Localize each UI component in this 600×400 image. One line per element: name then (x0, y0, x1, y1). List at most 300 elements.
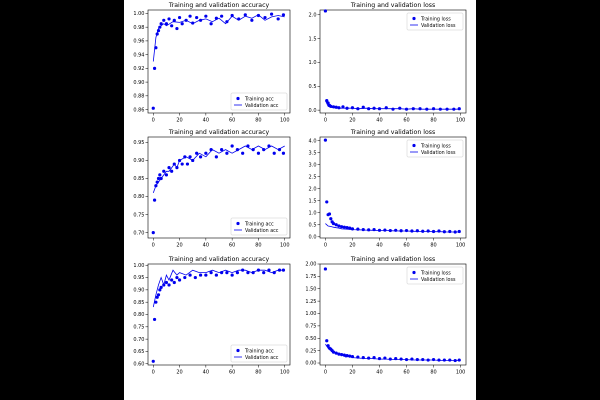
x-tick-label: 20 (176, 117, 183, 124)
training-point (167, 283, 170, 286)
training-point (439, 108, 442, 111)
training-point (241, 269, 244, 272)
training-point (215, 17, 218, 20)
y-tick-label: 0.5 (308, 83, 317, 90)
training-point (165, 173, 168, 176)
x-tick-label: 60 (228, 242, 236, 249)
training-point (437, 229, 440, 232)
y-tick-label: 0.85 (133, 299, 145, 306)
x-tick-label: 40 (376, 117, 383, 124)
training-point (220, 148, 223, 151)
x-tick-label: 100 (279, 242, 290, 249)
y-tick-label: 4.0 (308, 138, 317, 145)
training-point (178, 16, 181, 19)
training-point (385, 106, 388, 109)
training-point (173, 162, 176, 165)
training-point (181, 22, 184, 25)
y-tick-label: 0.75 (133, 212, 145, 219)
chart-grid (124, 0, 476, 400)
training-point (210, 271, 213, 274)
training-point (410, 229, 413, 232)
training-point (282, 269, 285, 272)
training-point (252, 148, 255, 151)
training-point (183, 276, 186, 279)
x-tick-label: 80 (430, 242, 437, 249)
training-point (394, 357, 397, 360)
y-tick-label: 0.80 (133, 312, 145, 319)
training-point (345, 354, 348, 357)
training-point (162, 19, 165, 22)
y-tick-label: 0.92 (133, 66, 145, 73)
training-point (231, 14, 234, 17)
legend-label-training: Training loss (421, 17, 451, 23)
x-tick-label: 60 (228, 117, 236, 124)
training-point (398, 107, 401, 110)
training-point (458, 358, 461, 361)
training-point (175, 27, 178, 30)
x-tick-label: 80 (430, 117, 437, 124)
training-point (458, 230, 461, 233)
chart-title: Training and validation accuracy (168, 2, 270, 9)
x-tick-label: 20 (349, 242, 356, 249)
training-point (158, 26, 161, 29)
training-point (332, 105, 335, 108)
training-point (181, 162, 184, 165)
training-point (367, 356, 370, 359)
training-point (267, 269, 270, 272)
y-tick-label: 0.85 (133, 176, 145, 183)
training-point (432, 230, 435, 233)
chart-loss-2 (309, 129, 466, 249)
training-point (324, 267, 327, 270)
training-point (178, 159, 181, 162)
training-point (175, 276, 178, 279)
legend-marker-training (236, 222, 239, 225)
training-point (195, 152, 198, 155)
legend-marker-training (412, 17, 415, 20)
training-point (225, 152, 228, 155)
y-tick-label: 0.95 (133, 275, 145, 282)
training-point (156, 180, 159, 183)
legend-marker-training (412, 144, 415, 147)
y-tick-label: 0.95 (133, 140, 145, 147)
training-point (204, 152, 207, 155)
training-point (391, 108, 394, 111)
training-point (383, 228, 386, 231)
training-point (175, 166, 178, 169)
training-point (282, 152, 285, 155)
x-tick-label: 80 (255, 117, 262, 124)
chart-acc-2 (133, 129, 290, 249)
training-point (367, 107, 370, 110)
x-tick-label: 100 (279, 117, 290, 124)
x-tick-label: 40 (202, 117, 210, 124)
training-point (278, 269, 281, 272)
training-point (158, 173, 161, 176)
legend-marker-training (412, 271, 415, 274)
training-point (165, 22, 168, 25)
chart-title: Training and validation accuracy (168, 129, 270, 136)
x-tick-label: 60 (228, 369, 236, 376)
training-point (170, 170, 173, 173)
chart-title: Training and validation loss (350, 129, 436, 136)
x-tick-label: 0 (151, 242, 155, 249)
training-point (257, 269, 260, 272)
training-point (372, 228, 375, 231)
chart-title: Training and validation accuracy (168, 256, 270, 263)
training-point (154, 301, 157, 304)
training-point (156, 32, 159, 35)
training-point (443, 230, 446, 233)
training-point (225, 271, 228, 274)
training-point (427, 229, 430, 232)
training-point (351, 106, 354, 109)
training-point (178, 278, 181, 281)
x-tick-label: 80 (430, 369, 437, 376)
x-tick-label: 20 (349, 117, 356, 124)
x-tick-label: 0 (151, 369, 155, 376)
legend-label-validation: Validation loss (421, 150, 456, 156)
training-point (188, 273, 191, 276)
x-tick-label: 0 (323, 242, 328, 249)
training-point (199, 273, 202, 276)
training-point (389, 357, 392, 360)
training-point (170, 24, 173, 27)
training-point (362, 228, 365, 231)
chart-title: Training and validation loss (350, 256, 436, 263)
y-tick-label: 0.80 (133, 194, 145, 201)
training-point (160, 22, 163, 25)
training-point (356, 355, 359, 358)
training-point (262, 148, 265, 151)
training-point (170, 278, 173, 281)
training-point (410, 357, 413, 360)
training-point (154, 184, 157, 187)
x-tick-label: 40 (202, 369, 210, 376)
legend-marker-training (236, 97, 239, 100)
x-tick-label: 60 (403, 117, 410, 124)
training-point (324, 9, 327, 12)
x-tick-label: 100 (455, 369, 466, 376)
training-point (199, 155, 202, 158)
training-point (325, 200, 328, 203)
y-tick-label: 3.5 (308, 150, 317, 157)
training-point (454, 359, 457, 362)
x-tick-label: 0 (151, 117, 155, 124)
training-point (273, 271, 276, 274)
training-point (162, 170, 165, 173)
y-tick-label: 0.96 (133, 38, 145, 45)
training-point (250, 19, 253, 22)
y-tick-label: 0.90 (133, 158, 145, 165)
training-point (445, 108, 448, 111)
y-tick-label: 0.86 (133, 107, 145, 114)
training-point (458, 107, 461, 110)
training-point (337, 106, 340, 109)
training-point (167, 166, 170, 169)
training-point (154, 46, 157, 49)
training-point (337, 224, 340, 227)
training-point (325, 339, 328, 342)
legend-label-validation: Validation acc (245, 228, 279, 234)
x-tick-label: 20 (176, 242, 183, 249)
x-tick-label: 100 (455, 242, 466, 249)
training-point (425, 108, 428, 111)
y-tick-label: 1.0 (308, 210, 317, 217)
training-point (215, 273, 218, 276)
legend-label-validation: Validation acc (245, 103, 279, 109)
training-point (416, 358, 419, 361)
y-tick-label: 2.00 (305, 261, 317, 268)
training-point (262, 271, 265, 274)
y-tick-label: 0.90 (133, 79, 145, 86)
y-tick-label: 1.75 (305, 274, 317, 281)
training-point (165, 281, 168, 284)
legend-label-validation: Validation loss (421, 23, 456, 29)
training-point (236, 271, 239, 274)
legend-label-training: Training loss (421, 144, 451, 150)
training-point (152, 231, 155, 234)
training-point (421, 230, 424, 233)
y-tick-label: 1.5 (308, 36, 317, 43)
training-point (185, 19, 188, 22)
training-point (236, 148, 239, 151)
y-tick-label: 0.75 (305, 323, 317, 330)
y-tick-label: 2.5 (308, 174, 317, 181)
y-tick-label: 1.00 (133, 11, 145, 18)
training-point (345, 226, 348, 229)
training-point (348, 354, 351, 357)
legend-label-training: Training acc (245, 97, 274, 103)
training-point (400, 229, 403, 232)
x-tick-label: 20 (349, 369, 356, 376)
y-tick-label: 0.75 (133, 324, 145, 331)
x-tick-label: 0 (323, 369, 328, 376)
training-point (237, 17, 240, 20)
training-point (394, 229, 397, 232)
training-point (448, 358, 451, 361)
y-tick-label: 0.65 (133, 349, 145, 356)
training-point (405, 229, 408, 232)
x-tick-label: 100 (455, 117, 466, 124)
x-tick-label: 60 (403, 242, 410, 249)
training-point (162, 283, 165, 286)
training-point (241, 152, 244, 155)
training-point (405, 108, 408, 111)
training-point (231, 273, 234, 276)
training-point (225, 20, 228, 23)
legend-label-training: Training acc (245, 349, 274, 355)
training-point (257, 14, 260, 17)
training-point (432, 358, 435, 361)
training-point (348, 227, 351, 230)
y-tick-label: 2.0 (308, 186, 317, 193)
x-tick-label: 80 (255, 369, 262, 376)
training-point (220, 271, 223, 274)
y-tick-label: 0.70 (133, 336, 145, 343)
y-tick-label: 0.00 (305, 360, 317, 367)
x-tick-label: 40 (376, 369, 383, 376)
chart-loss-3 (305, 256, 466, 376)
training-point (270, 13, 273, 16)
y-tick-label: 0.0 (308, 234, 317, 241)
training-point (153, 67, 156, 70)
training-point (188, 15, 191, 18)
x-tick-label: 40 (202, 242, 210, 249)
training-point (246, 144, 249, 147)
training-point (335, 106, 338, 109)
y-tick-label: 0.50 (305, 335, 317, 342)
training-point (418, 107, 421, 110)
training-point (383, 356, 386, 359)
training-point (372, 356, 375, 359)
training-point (324, 139, 327, 142)
training-point (231, 144, 234, 147)
y-tick-label: 1.5 (308, 198, 317, 205)
training-point (416, 229, 419, 232)
x-tick-label: 40 (376, 242, 383, 249)
training-point (257, 152, 260, 155)
training-point (378, 107, 381, 110)
y-tick-label: 0.70 (133, 230, 145, 237)
training-point (421, 358, 424, 361)
x-tick-label: 0 (323, 117, 328, 124)
training-point (195, 16, 198, 19)
training-point (194, 276, 197, 279)
chart-acc-3 (133, 256, 290, 376)
figure-canvas (124, 0, 476, 400)
training-point (351, 355, 354, 358)
training-point (340, 353, 343, 356)
y-tick-label: 1.0 (308, 60, 317, 67)
training-point (173, 19, 176, 22)
training-point (167, 17, 170, 20)
training-point (183, 155, 186, 158)
training-point (362, 106, 365, 109)
training-point (277, 17, 280, 20)
y-tick-label: 1.00 (133, 262, 145, 269)
training-point (405, 358, 408, 361)
training-point (345, 107, 348, 110)
chart-loss-1 (309, 2, 466, 124)
training-point (448, 230, 451, 233)
training-point (432, 107, 435, 110)
training-point (343, 226, 346, 229)
training-point (378, 357, 381, 360)
legend-label-training: Training acc (245, 222, 274, 228)
training-point (152, 107, 155, 110)
y-tick-label: 0.60 (133, 361, 145, 368)
training-point (351, 227, 354, 230)
y-tick-label: 0.90 (133, 287, 145, 294)
x-tick-label: 80 (255, 242, 262, 249)
training-point (329, 217, 332, 220)
y-tick-label: 3.0 (308, 162, 317, 169)
validation-line (153, 146, 284, 193)
chart-acc-1 (133, 2, 290, 124)
training-point (153, 199, 156, 202)
training-point (157, 29, 160, 32)
training-point (160, 286, 163, 289)
training-point (160, 177, 163, 180)
training-point (267, 144, 270, 147)
y-tick-label: 0.98 (133, 24, 145, 31)
training-point (157, 293, 160, 296)
training-point (337, 353, 340, 356)
validation-line (325, 344, 460, 360)
x-tick-label: 100 (279, 369, 290, 376)
y-tick-label: 0.94 (133, 52, 145, 59)
y-tick-label: 0.25 (305, 348, 317, 355)
training-point (220, 15, 223, 18)
training-point (188, 155, 191, 158)
training-point (246, 271, 249, 274)
y-tick-label: 1.00 (305, 311, 317, 318)
training-point (252, 271, 255, 274)
training-point (329, 105, 332, 108)
training-point (328, 212, 331, 215)
training-point (191, 159, 194, 162)
training-point (356, 107, 359, 110)
x-tick-label: 60 (403, 369, 410, 376)
training-point (389, 229, 392, 232)
training-point (173, 281, 176, 284)
y-tick-label: 0.88 (133, 93, 145, 100)
training-point (152, 360, 155, 363)
y-tick-label: 2.0 (308, 12, 317, 19)
training-point (244, 13, 247, 16)
training-point (278, 148, 281, 151)
training-point (437, 358, 440, 361)
training-point (186, 162, 189, 165)
training-point (341, 105, 344, 108)
training-point (378, 229, 381, 232)
training-point (362, 356, 365, 359)
training-point (210, 22, 213, 25)
y-tick-label: 1.50 (305, 286, 317, 293)
training-point (273, 152, 276, 155)
y-tick-label: 1.25 (305, 298, 317, 305)
training-point (340, 225, 343, 228)
training-point (356, 228, 359, 231)
legend-label-validation: Validation acc (245, 355, 279, 361)
y-tick-label: 0.0 (308, 107, 317, 114)
training-point (263, 16, 266, 19)
validation-line (153, 270, 284, 307)
training-point (427, 358, 430, 361)
training-point (204, 15, 207, 18)
training-point (400, 357, 403, 360)
x-tick-label: 20 (176, 369, 183, 376)
training-point (191, 21, 194, 24)
legend-label-training: Training loss (421, 271, 451, 277)
y-tick-label: 0.5 (308, 222, 317, 229)
chart-title: Training and validation loss (350, 2, 436, 9)
training-point (282, 13, 285, 16)
legend-label-validation: Validation loss (421, 277, 456, 283)
training-point (199, 19, 202, 22)
training-point (452, 108, 455, 111)
training-point (210, 148, 213, 151)
training-point (215, 155, 218, 158)
training-point (454, 230, 457, 233)
training-point (204, 273, 207, 276)
training-point (153, 318, 156, 321)
training-point (412, 107, 415, 110)
validation-line (153, 15, 284, 62)
training-point (372, 107, 375, 110)
training-point (367, 228, 370, 231)
